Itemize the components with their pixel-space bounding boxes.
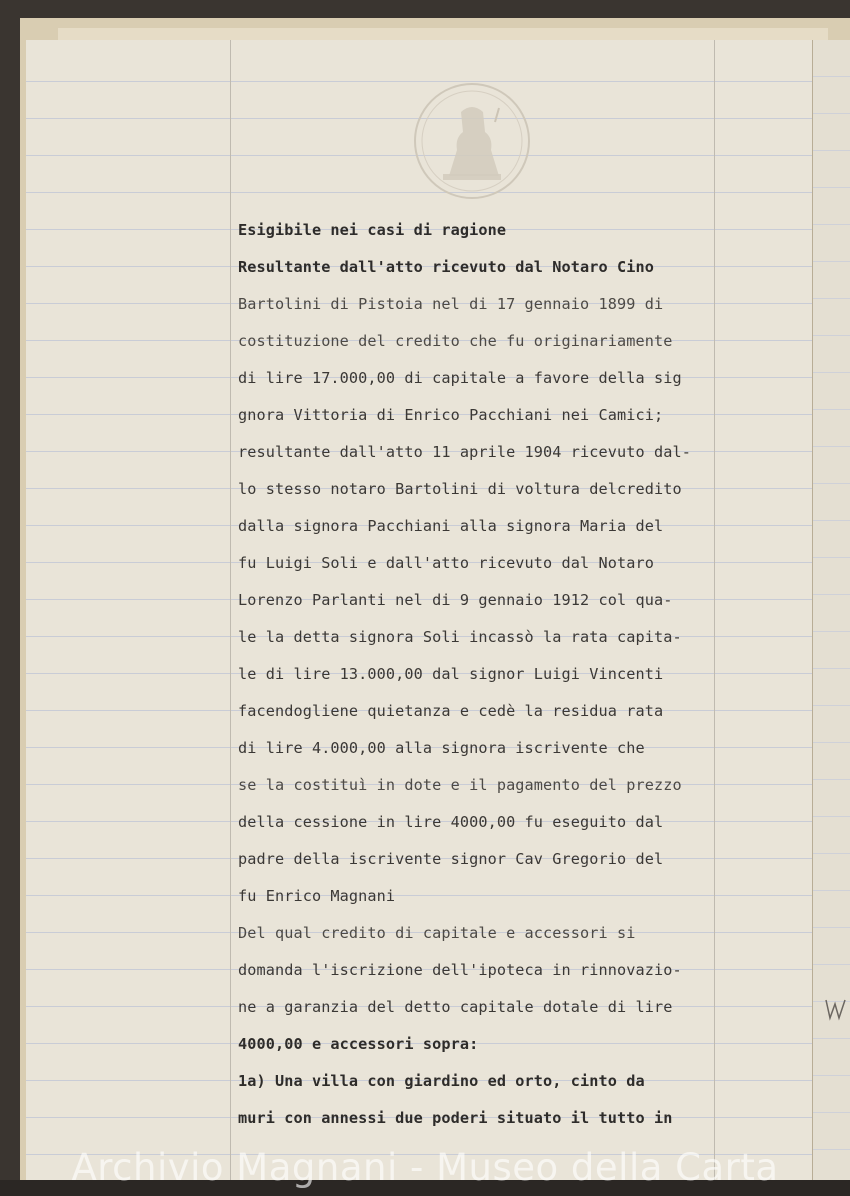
embossed-seal-icon [413,82,531,200]
text-line: fu Enrico Magnani [238,887,396,905]
text-line: Lorenzo Parlanti nel di 9 gennaio 1912 col qua- [238,591,673,609]
text-line: della cessione in lire 4000,00 fu eseguito dal [238,813,664,831]
left-margin-line [230,40,231,1180]
text-line: domanda l'iscrizione dell'ipoteca in rinnovazio- [238,961,682,979]
text-line: gnora Vittoria di Enrico Pacchiani nei Camici; [238,406,664,424]
text-line: di lire 17.000,00 di capitale a favore della sig [238,369,682,387]
text-line: resultante dall'atto 11 aprile 1904 ricevuto dal- [238,443,691,461]
archive-watermark: Archivio Magnani - Museo della Carta [71,1146,779,1189]
text-line: facendogliene quietanza e cedè la residua rata [238,702,664,720]
text-line: di lire 4.000,00 alla signora iscrivente che [238,739,645,757]
text-line: 4000,00 e accessori sopra: [238,1035,479,1053]
text-line: muri con annessi due poderi situato il tutto in [238,1109,673,1127]
typed-text-block [238,212,758,1137]
text-line: dalla signora Pacchiani alla signora Maria del [238,517,664,535]
text-line: costituzione del credito che fu originariamente [238,332,673,350]
text-line: lo stesso notaro Bartolini di voltura delcredito [238,480,682,498]
text-line: Resultante dall'atto ricevuto dal Notaro Cino [238,258,654,276]
text-line: ne a garanzia del detto capitale dotale di lire [238,998,673,1016]
text-line: fu Luigi Soli e dall'atto ricevuto dal Notaro [238,554,654,572]
text-line: 1a) Una villa con giardino ed orto, cinto da [238,1072,645,1090]
text-line: se la costituì in dote e il pagamento del prezzo [238,776,682,794]
text-line: Del qual credito di capitale e accessori si [238,924,636,942]
text-line: le di lire 13.000,00 dal signor Luigi Vincenti [238,665,664,683]
text-line: le la detta signora Soli incassò la rata capita- [238,628,682,646]
text-line: Bartolini di Pistoia nel di 17 gennaio 1899 di [238,295,664,313]
text-line: padre della iscrivente signor Cav Gregorio del [238,850,664,868]
handwritten-margin-mark-icon [822,990,850,1030]
text-line: Esigibile nei casi di ragione [238,221,507,239]
